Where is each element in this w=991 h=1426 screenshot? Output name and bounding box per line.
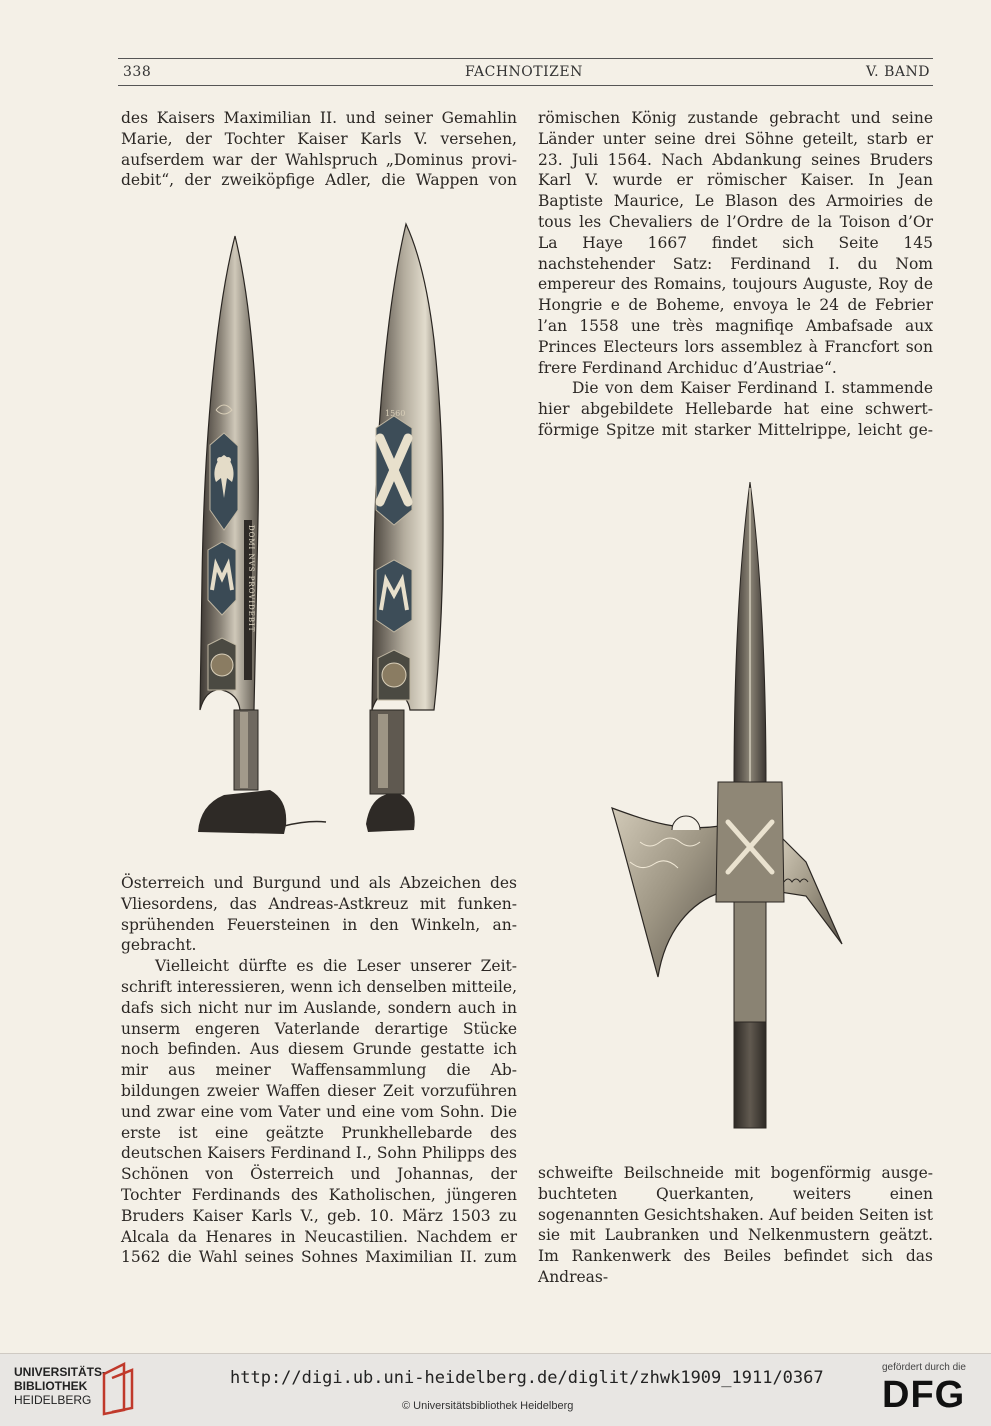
paragraph: Vielleicht dürfte es die Leser unserer Zeit-schrift interessieren, wenn ich denselben mitteile, dafs sich nicht nur im Auslande, sondern auch in unserm engeren Vaterlande derartige Stücke noch befinden. Aus diesem Grunde gestatte ich mir aus meiner Waffensammlung die Ab-bildungen zweier Waffen dieser Zeit vorzuführen und zwar eine vom Vater und eine vom Sohn. Die erste ist eine geätzte Prunkhellebarde des deutschen Kaisers Ferdinand I., Sohn Philipps des Schönen von Österreich und Johannas, der Tochter Ferdinands des Katholischen, jüngeren Bruders Kaiser Karls V., geb. 10. März 1503 zu Alcala da Henares in Neucastilien. Nachdem er 1562 die Wahl seines Sohnes Maximilian II. zum [121, 957, 517, 1267]
paragraph: Österreich und Burgund und als Abzeichen des Vliesordens, das Andreas-Astkreuz mit funken-sprühenden Feuersteinen in den Winkeln, an-gebracht. [121, 874, 517, 955]
axe-blade [612, 808, 722, 977]
blade-date: 1560 [385, 409, 406, 418]
left-column-bottom [121, 873, 517, 1268]
library-name-line3: HEIDELBERG [14, 1393, 92, 1407]
running-title: FACHNOTIZEN [465, 64, 583, 80]
right-column-top [538, 108, 933, 441]
dfg-logo[interactable]: DFG [882, 1374, 966, 1416]
viewer-footer [0, 1353, 991, 1426]
paragraph: schweifte Beilschneide mit bogenförmig ausge-buchteten Querkanten, weiters einen sogenannten Gesichtshaken. Auf beiden Seiten ist sie mit Laubranken und Nelkenmustern geätzt. Im Rankenwerk des Beiles befindet sich das Andreas- [538, 1164, 933, 1286]
library-emblem-icon [100, 1360, 138, 1416]
header-rule-top [118, 58, 933, 59]
permalink-url[interactable]: http://digi.ub.uni-heidelberg.de/diglit/zhwk1909_1911/0367 [230, 1368, 824, 1388]
medallion-icon [211, 654, 233, 676]
library-name-line1: UNIVERSITÄTS- [14, 1365, 107, 1379]
library-name-line2: BIBLIOTHEK [14, 1379, 88, 1393]
medallion-icon [382, 663, 406, 687]
paragraph: Die von dem Kaiser Ferdinand I. stammende hier abgebildete Hellebarde hat eine schwert-förmige Spitze mit starker Mittelrippe, leicht ge- [538, 379, 933, 439]
parrying-hook [780, 836, 842, 944]
right-column-bottom [538, 1163, 933, 1288]
funding-caption: gefördert durch die [882, 1362, 966, 1373]
figure-parade-blades [188, 220, 448, 838]
copyright-notice: © Universitätsbibliothek Heidelberg [402, 1400, 574, 1412]
blade-inscription: DOMI NVS PROVIDEBIT [247, 525, 255, 633]
left-column-top [121, 108, 517, 191]
library-logo[interactable] [14, 1365, 106, 1407]
blade-right [366, 224, 443, 832]
paragraph: des Kaisers Maximilian II. und seiner Gemahlin Marie, der Tochter Kaiser Karls V. versehen, aufserdem war der Wahlspruch „Dominus provi-debit“, der zweiköpfige Adler, die Wappen von [121, 109, 517, 190]
blade-left [198, 236, 326, 834]
paragraph: römischen König zustande gebracht und seine Länder unter seine drei Söhne geteilt, starb er 23. Juli 1564. Nach Abdankung seines Bruders Karl V. wurde er römischer Kaiser. In Jean Baptiste Maurice, Le Blason des Armoiries de tous les Chevaliers de l’Ordre de la Toison d’Or La Haye 1667 findet sich Seite 145 nachstehender Satz: Ferdinand I. du Nom empereur des Romains, toujours Auguste, Roy de Hongrie e de Boheme, envoya le 24 de Febrier l’an 1558 une très magnifiqe Ambafsade aux Princes Electeurs lors assemblez à Francfort son frere Ferdinand Archiduc d’Austriae“. [538, 109, 933, 377]
volume-label: V. BAND [866, 64, 930, 80]
header-rule-bottom [118, 85, 933, 86]
page-number: 338 [123, 64, 152, 80]
figure-halberd [610, 482, 850, 1130]
